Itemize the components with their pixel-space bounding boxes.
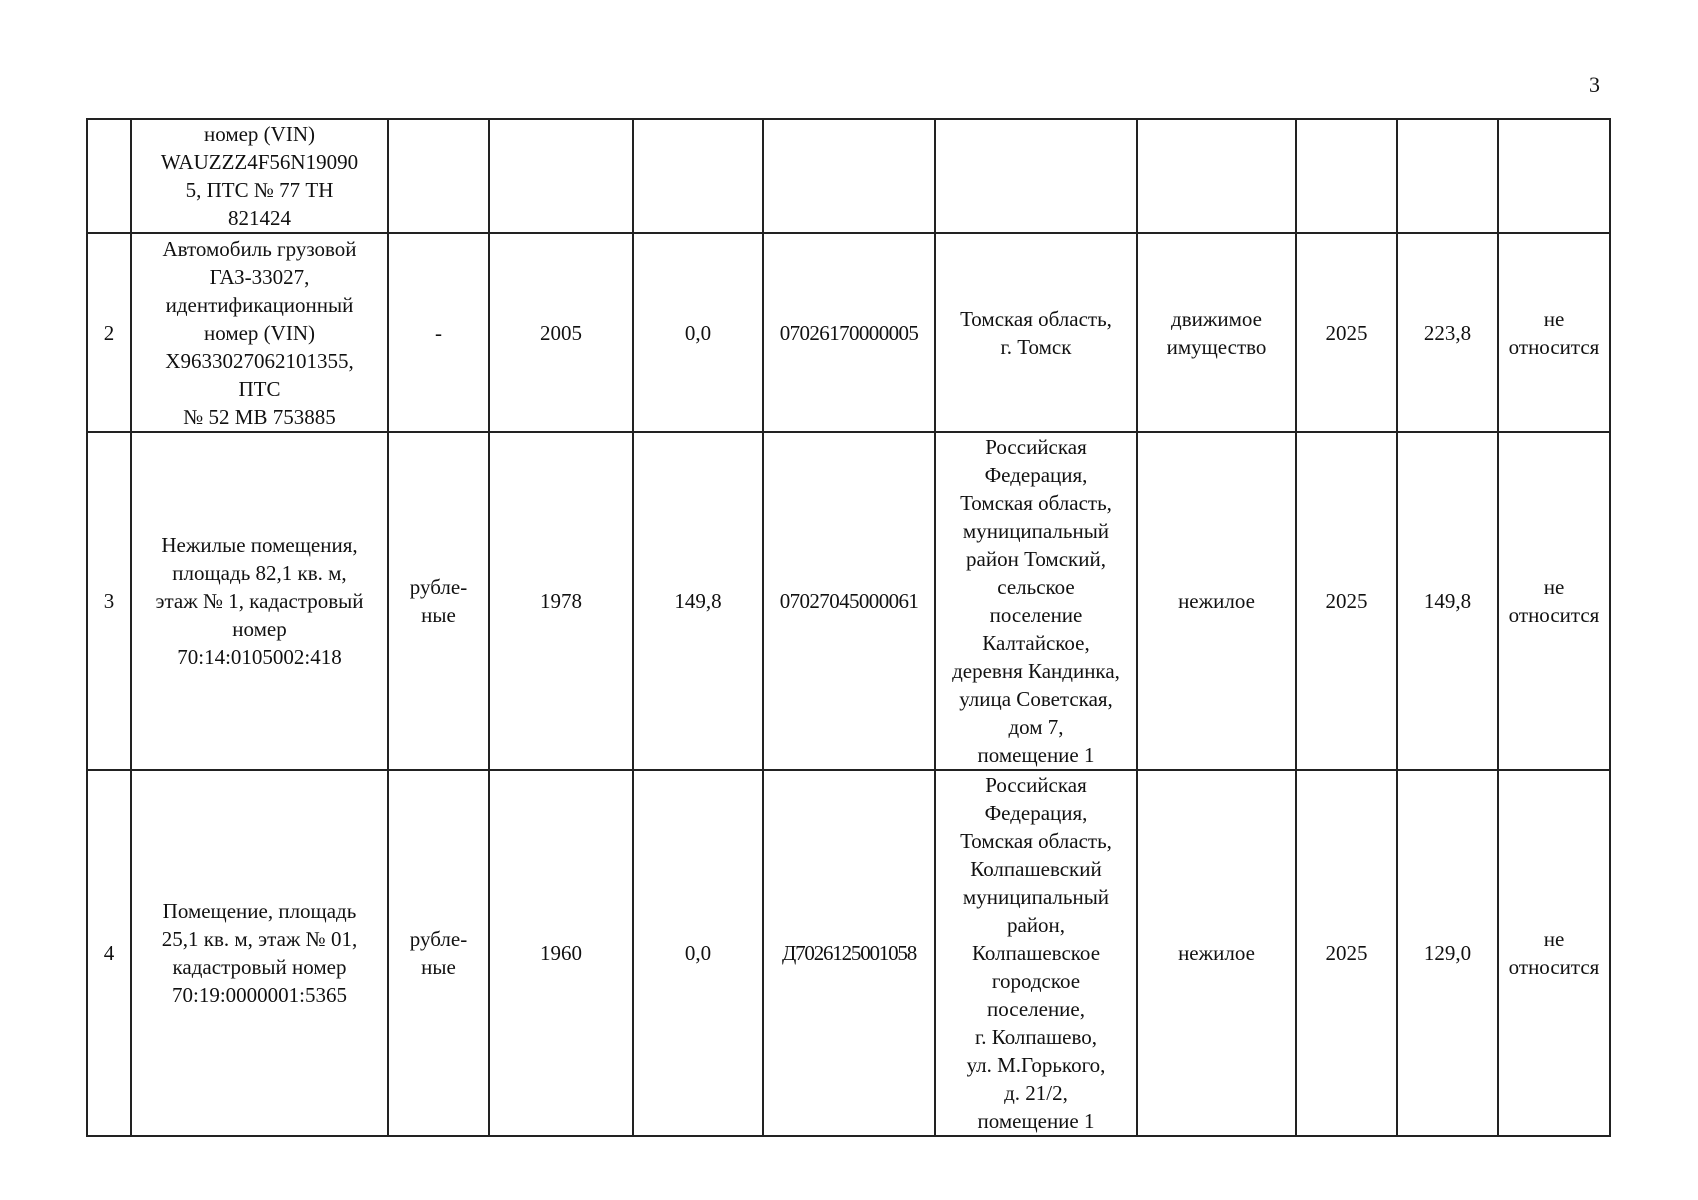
row-number-cell bbox=[87, 119, 131, 233]
table-row bbox=[87, 770, 1610, 1136]
relation-cell bbox=[1498, 119, 1610, 233]
price-cell: 223,8 bbox=[1397, 233, 1498, 432]
row-number-cell: 2 bbox=[87, 233, 131, 432]
address-cell: Российская Федерация, Томская область, Колпашевский муниципальный район, Колпашевское городское поселение, г. Колпашево, ул. М.Горького, д. 21/2, помещение 1 bbox=[935, 770, 1137, 1136]
plan-year-cell: 2025 bbox=[1296, 432, 1397, 770]
table-row bbox=[87, 119, 1610, 233]
object-name-cell: Помещение, площадь 25,1 кв. м, этаж № 01, кадастровый номер 70:19:0000001:5365 bbox=[131, 770, 388, 1136]
registry-code-cell: Д7026125001058 bbox=[763, 770, 935, 1136]
year-cell: 1960 bbox=[489, 770, 633, 1136]
page-number: 3 bbox=[1589, 72, 1600, 97]
object-name-cell: номер (VIN) WAUZZZ4F56N19090 5, ПТС № 77 ТН 821424 bbox=[131, 119, 388, 233]
value-cell: 149,8 bbox=[633, 432, 763, 770]
table-row bbox=[87, 432, 1610, 770]
purpose-cell bbox=[1137, 119, 1296, 233]
year-cell bbox=[489, 119, 633, 233]
price-cell bbox=[1397, 119, 1498, 233]
property-table bbox=[86, 118, 1611, 1137]
wall-material-cell: рубле- ные bbox=[388, 432, 489, 770]
price-cell: 129,0 bbox=[1397, 770, 1498, 1136]
registry-code-cell: 07026170000005 bbox=[763, 233, 935, 432]
purpose-cell: нежилое bbox=[1137, 770, 1296, 1136]
plan-year-cell: 2025 bbox=[1296, 233, 1397, 432]
registry-code-cell: 07027045000061 bbox=[763, 432, 935, 770]
value-cell bbox=[633, 119, 763, 233]
purpose-cell: движимое имущество bbox=[1137, 233, 1296, 432]
registry-code-cell bbox=[763, 119, 935, 233]
relation-cell: не относится bbox=[1498, 233, 1610, 432]
price-cell: 149,8 bbox=[1397, 432, 1498, 770]
value-cell: 0,0 bbox=[633, 770, 763, 1136]
address-cell bbox=[935, 119, 1137, 233]
year-cell: 2005 bbox=[489, 233, 633, 432]
row-number-cell: 4 bbox=[87, 770, 131, 1136]
relation-cell: не относится bbox=[1498, 432, 1610, 770]
purpose-cell: нежилое bbox=[1137, 432, 1296, 770]
plan-year-cell: 2025 bbox=[1296, 770, 1397, 1136]
relation-cell: не относится bbox=[1498, 770, 1610, 1136]
object-name-cell: Нежилые помещения, площадь 82,1 кв. м, этаж № 1, кадастровый номер 70:14:0105002:418 bbox=[131, 432, 388, 770]
object-name-cell: Автомобиль грузовой ГАЗ-33027, идентификационный номер (VIN) X9633027062101355, ПТС № 52 МВ 753885 bbox=[131, 233, 388, 432]
value-cell: 0,0 bbox=[633, 233, 763, 432]
year-cell: 1978 bbox=[489, 432, 633, 770]
address-cell: Томская область, г. Томск bbox=[935, 233, 1137, 432]
plan-year-cell bbox=[1296, 119, 1397, 233]
wall-material-cell: рубле- ные bbox=[388, 770, 489, 1136]
wall-material-cell bbox=[388, 119, 489, 233]
address-cell: Российская Федерация, Томская область, муниципальный район Томский, сельское поселение Калтайское, деревня Кандинка, улица Советская, дом 7, помещение 1 bbox=[935, 432, 1137, 770]
row-number-cell: 3 bbox=[87, 432, 131, 770]
wall-material-cell: - bbox=[388, 233, 489, 432]
table-row bbox=[87, 233, 1610, 432]
